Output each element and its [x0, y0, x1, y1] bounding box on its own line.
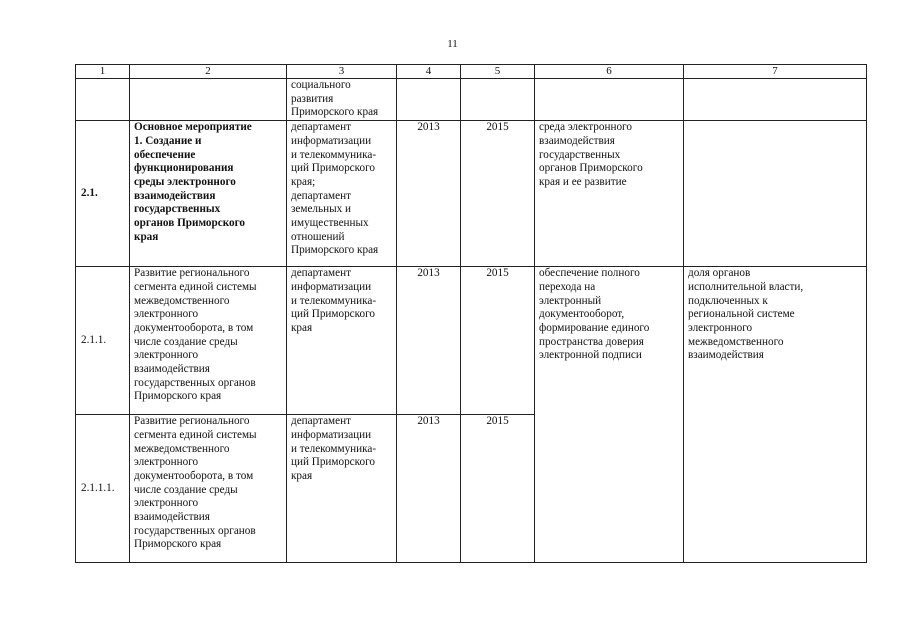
text-line: департамент [291, 189, 351, 202]
text-line: электронной подписи [539, 349, 642, 362]
text-line: межведомственного [134, 442, 230, 455]
text-line: государственных органов [134, 524, 256, 537]
text-line: исполнительной власти, [688, 280, 804, 293]
text-line: взаимодействия [539, 134, 615, 147]
item-department [287, 415, 397, 563]
column-number: 1 [76, 65, 130, 79]
text-line: Развитие регионального [134, 267, 250, 280]
table-row [76, 79, 867, 121]
text-line: подключенных к [688, 294, 768, 307]
item-name [130, 415, 287, 563]
program-table [75, 64, 867, 563]
expected-result [535, 267, 684, 563]
text-line: ций Приморского [291, 456, 376, 469]
text-line: земельных и [291, 203, 351, 216]
page-number: 11 [447, 38, 458, 50]
text-line: органов Приморского [539, 162, 643, 175]
text-line: сегмента единой системы [134, 428, 257, 441]
expected-result [535, 121, 684, 267]
end-year [461, 79, 535, 121]
text-line: государственных [134, 203, 221, 216]
text-line: края; [291, 175, 316, 188]
end-year: 2015 [461, 267, 535, 415]
item-department [287, 121, 397, 267]
text-line: числе создание среды [134, 483, 238, 496]
text-line: документооборот, [539, 308, 625, 321]
text-line: края [291, 469, 313, 482]
text-line: департамент [291, 121, 351, 134]
start-year: 2013 [397, 267, 461, 415]
text-line: числе создание среды [134, 335, 238, 348]
text-line: департамент [291, 267, 351, 280]
text-line: Приморского края [134, 390, 222, 403]
column-number: 4 [397, 65, 461, 79]
text-line: обеспечение [134, 148, 196, 161]
text-line: имущественных [291, 217, 369, 230]
text-line: ций Приморского [291, 162, 376, 175]
text-line: обеспечение полного [539, 267, 640, 280]
text-line: региональной системе [688, 308, 795, 321]
text-line: межведомственного [688, 335, 784, 348]
text-line: развития [291, 92, 334, 105]
start-year: 2013 [397, 415, 461, 563]
end-year: 2015 [461, 415, 535, 563]
text-line: Приморского края [291, 106, 379, 119]
text-line: взаимодействия [688, 349, 764, 362]
text-line: социального [291, 79, 351, 91]
text-line: края [291, 321, 313, 334]
text-line: Развитие регионального [134, 415, 250, 428]
text-line: отношений [291, 230, 345, 243]
item-name [130, 79, 287, 121]
text-line: формирование единого [539, 321, 650, 334]
text-line: электронного [134, 456, 199, 469]
text-line: 1. Создание и [134, 134, 202, 147]
column-number: 5 [461, 65, 535, 79]
text-line: государственных [539, 148, 621, 161]
text-line: государственных органов [134, 376, 256, 389]
text-line: взаимодействия [134, 511, 210, 524]
item-number: 2.1. [76, 121, 130, 267]
text-line: функционирования [134, 162, 234, 175]
text-line: информатизации [291, 134, 372, 147]
indicator [684, 121, 867, 267]
text-line: информатизации [291, 428, 372, 441]
text-line: Приморского края [134, 538, 222, 551]
text-line: Основное мероприятие [134, 121, 252, 134]
item-number: 2.1.1. [76, 267, 130, 415]
end-year: 2015 [461, 121, 535, 267]
start-year: 2013 [397, 121, 461, 267]
item-number: 2.1.1.1. [76, 415, 130, 563]
text-line: края [134, 230, 159, 243]
column-number: 2 [130, 65, 287, 79]
text-line: электронного [688, 321, 753, 334]
column-number: 7 [684, 65, 867, 79]
text-line: документооборота, в том [134, 469, 254, 482]
item-number [76, 79, 130, 121]
text-line: пространства доверия [539, 335, 644, 348]
text-line: перехода на [539, 280, 596, 293]
text-line: и телекоммуника- [291, 294, 377, 307]
item-department [287, 79, 397, 121]
table-row [76, 121, 867, 267]
text-line: и телекоммуника- [291, 148, 377, 161]
text-line: среды электронного [134, 175, 236, 188]
indicator [684, 79, 867, 121]
text-line: электронный [539, 294, 602, 307]
text-line: доля органов [688, 267, 751, 280]
text-line: взаимодействия [134, 189, 216, 202]
start-year [397, 79, 461, 121]
item-department [287, 267, 397, 415]
text-line: и телекоммуника- [291, 442, 377, 455]
text-line: взаимодействия [134, 363, 210, 376]
text-line: департамент [291, 415, 351, 428]
indicator [684, 267, 867, 563]
text-line: края и ее развитие [539, 175, 627, 188]
text-line: органов Приморского [134, 217, 246, 230]
text-line: информатизации [291, 280, 372, 293]
column-number-row [76, 65, 867, 79]
text-line: межведомственного [134, 294, 230, 307]
column-number: 3 [287, 65, 397, 79]
item-name [130, 267, 287, 415]
text-line: электронного [134, 308, 199, 321]
text-line: электронного [134, 349, 199, 362]
column-number: 6 [535, 65, 684, 79]
text-line: среда электронного [539, 121, 632, 134]
item-name [130, 121, 287, 267]
text-line: Приморского края [291, 244, 379, 257]
text-line: документооборота, в том [134, 321, 254, 334]
text-line: электронного [134, 497, 199, 510]
table-row [76, 267, 867, 415]
expected-result [535, 79, 684, 121]
text-line: ций Приморского [291, 308, 376, 321]
text-line: сегмента единой системы [134, 280, 257, 293]
